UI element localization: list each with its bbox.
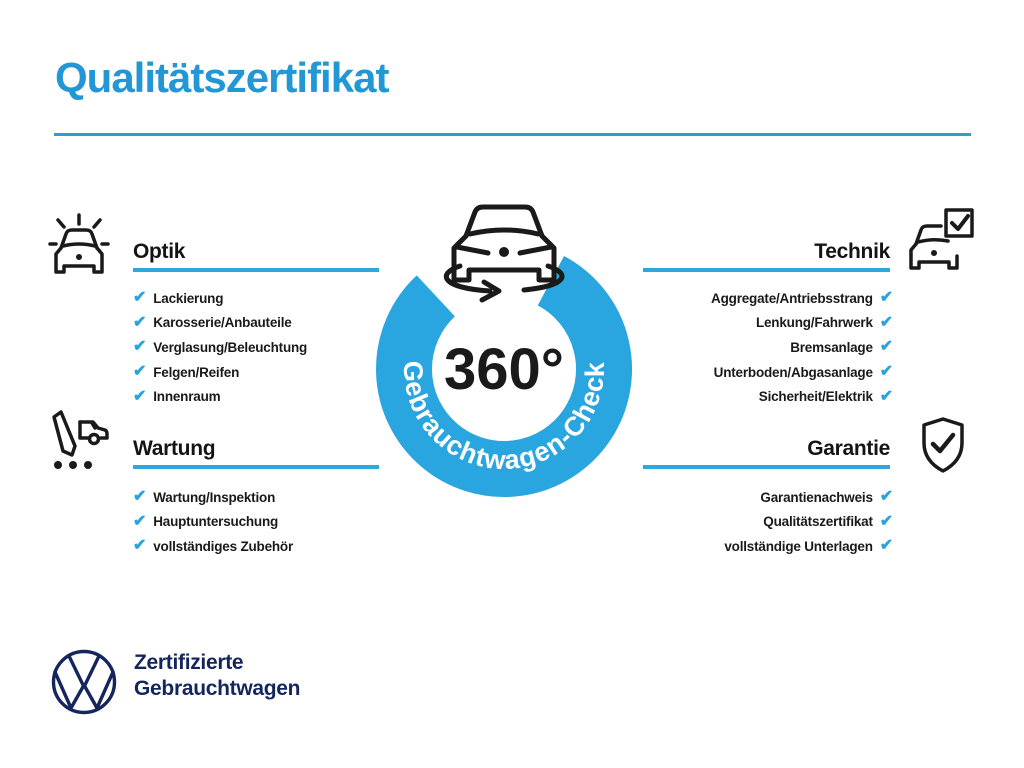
list-item-label: Qualitätszertifikat — [763, 514, 873, 530]
degrees-label: 360° — [444, 337, 564, 402]
check-icon: ✔ — [133, 363, 147, 381]
shield-check-icon — [917, 416, 969, 474]
check-icon: ✔ — [879, 488, 893, 506]
list-item — [643, 286, 893, 311]
list-item — [643, 510, 893, 535]
list-item-label: Bremsanlage — [790, 339, 873, 355]
garantie-underline — [643, 465, 890, 469]
list-item — [133, 360, 307, 385]
check-icon: ✔ — [133, 289, 147, 307]
car-checkbox-icon — [908, 208, 976, 278]
check-icon: ✔ — [879, 313, 893, 331]
check-icon: ✔ — [879, 537, 893, 555]
section-heading-optik: Optik — [133, 240, 186, 263]
list-item-label: Verglasung/Beleuchtung — [153, 339, 308, 355]
check-icon: ✔ — [879, 338, 893, 356]
list-item — [133, 286, 307, 311]
garantie-list — [643, 485, 893, 559]
brand-line-2: Gebrauchtwagen — [134, 677, 301, 700]
title-divider — [54, 133, 971, 136]
check-icon: ✔ — [879, 387, 893, 405]
list-item — [643, 335, 893, 360]
check-icon: ✔ — [133, 338, 147, 356]
list-item-label: Karosserie/Anbauteile — [153, 315, 292, 331]
technik-list — [643, 286, 893, 409]
brand-line-1: Zertifizierte — [134, 651, 244, 674]
list-item — [133, 384, 307, 409]
wartung-underline — [133, 465, 379, 469]
car-front-shine-icon — [48, 208, 110, 281]
list-item-label: Innenraum — [153, 389, 221, 405]
list-item — [133, 335, 307, 360]
list-item-label: Sicherheit/Elektrik — [758, 389, 873, 405]
list-item-label: Lackierung — [153, 290, 224, 306]
section-heading-wartung: Wartung — [133, 437, 216, 460]
wartung-list — [133, 485, 293, 559]
list-item — [133, 311, 307, 336]
list-item-label: Hauptuntersuchung — [153, 514, 279, 530]
service-pencil-van-icon — [46, 408, 112, 474]
list-item-label: Aggregate/Antriebsstrang — [711, 290, 873, 306]
check-icon: ✔ — [133, 512, 147, 530]
list-item — [643, 360, 893, 385]
optik-list — [133, 286, 307, 409]
check-icon: ✔ — [133, 387, 147, 405]
check-icon: ✔ — [879, 512, 893, 530]
check-icon: ✔ — [133, 313, 147, 331]
page-title: Qualitätszertifikat — [55, 54, 389, 101]
list-item — [133, 485, 293, 510]
optik-underline — [133, 268, 379, 272]
rotating-car-icon — [446, 207, 562, 300]
list-item-label: Lenkung/Fahrwerk — [755, 315, 873, 331]
list-item — [133, 534, 293, 559]
list-item-label: Garantienachweis — [760, 489, 873, 505]
section-heading-technik: Technik — [814, 240, 890, 263]
list-item — [643, 311, 893, 336]
list-item — [133, 510, 293, 535]
list-item — [643, 534, 893, 559]
list-item — [643, 384, 893, 409]
list-item-label: vollständige Unterlagen — [724, 538, 873, 554]
vw-logo — [50, 648, 118, 716]
badge-360-check — [344, 190, 664, 520]
brand-text — [134, 650, 300, 702]
list-item-label: Unterboden/Abgasanlage — [713, 364, 873, 380]
list-item — [643, 485, 893, 510]
check-icon: ✔ — [133, 537, 147, 555]
technik-underline — [643, 268, 890, 272]
list-item-label: vollständiges Zubehör — [153, 538, 294, 554]
check-icon: ✔ — [879, 289, 893, 307]
ring-label: Gebrauchtwagen-Check — [397, 360, 611, 476]
list-item-label: Wartung/Inspektion — [153, 489, 276, 505]
list-item-label: Felgen/Reifen — [153, 364, 240, 380]
check-icon: ✔ — [879, 363, 893, 381]
section-heading-garantie: Garantie — [807, 437, 890, 460]
check-icon: ✔ — [133, 488, 147, 506]
